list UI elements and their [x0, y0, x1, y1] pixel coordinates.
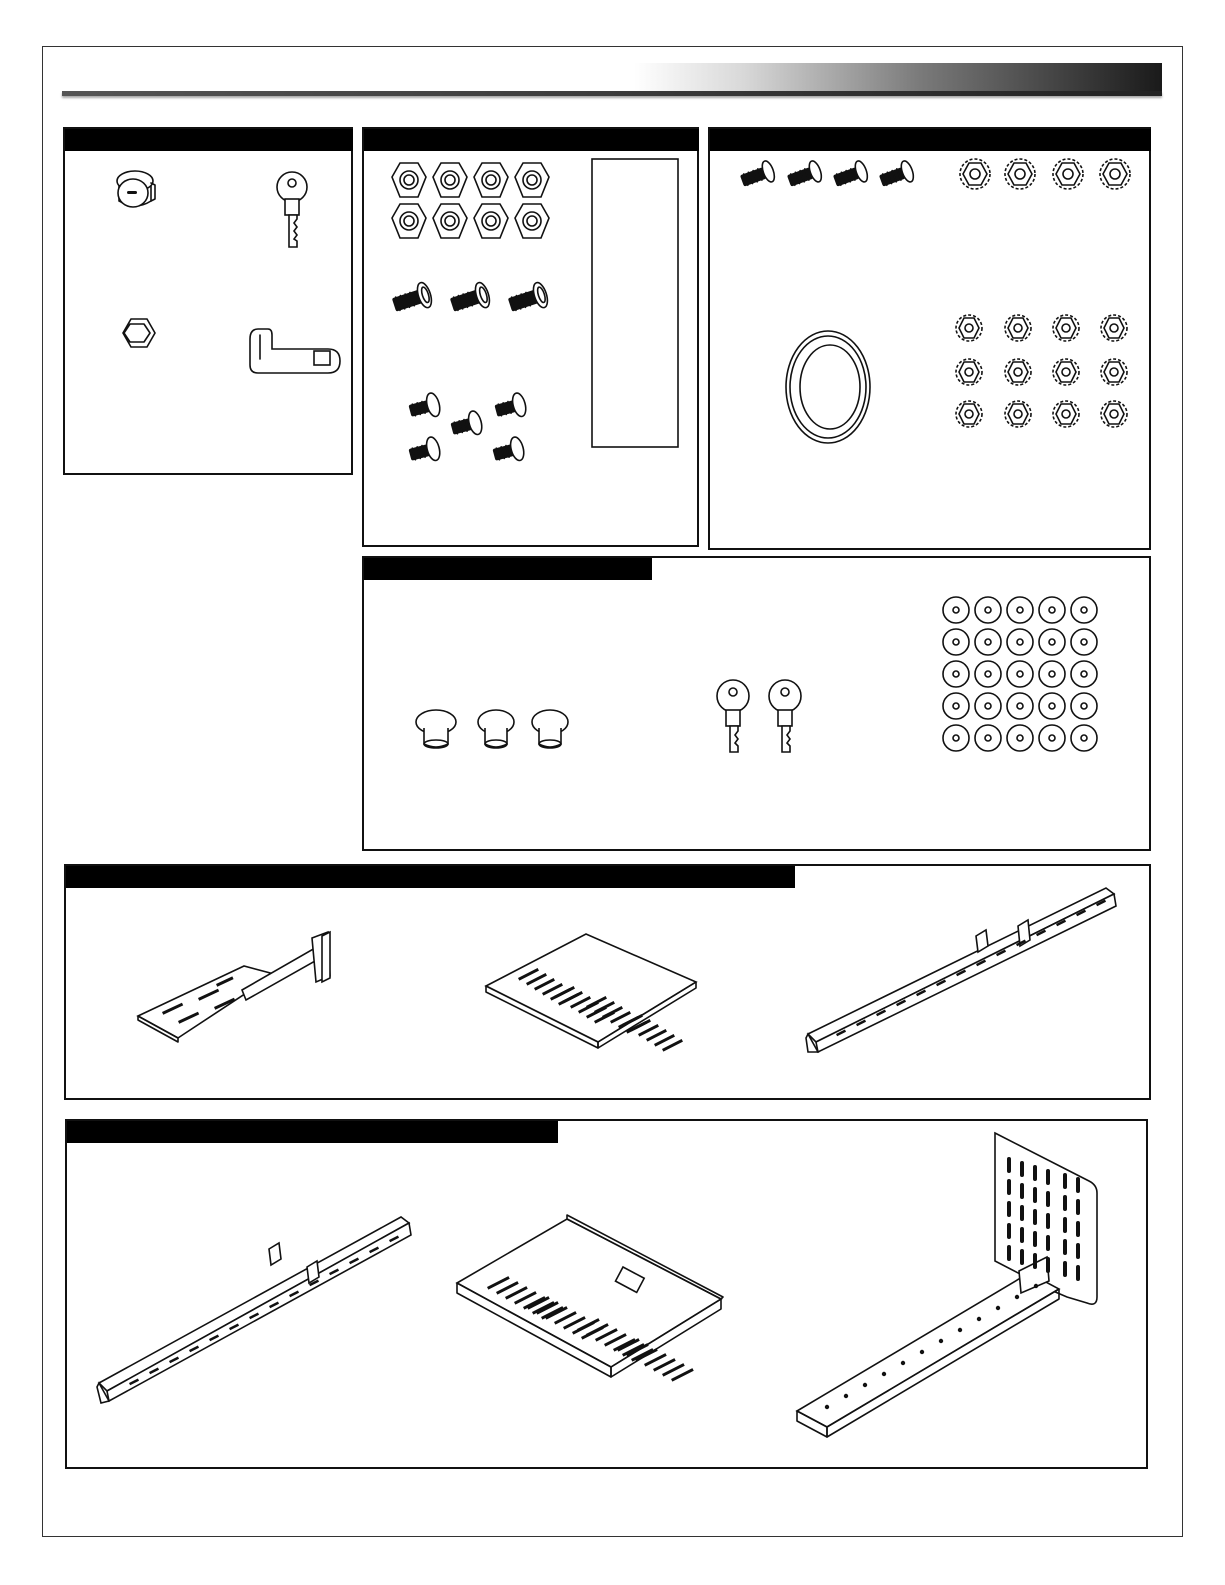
vent-slot [1076, 1243, 1080, 1259]
cam-latch-icon [250, 329, 340, 373]
screw-icon [493, 392, 528, 423]
shelves-b-panel [65, 1119, 1148, 1469]
washer-grid [943, 597, 1097, 751]
washer-icon [943, 693, 969, 719]
serrated-nut-icon [956, 315, 982, 341]
vent-slot [1033, 1231, 1037, 1247]
bracket-hole [825, 1405, 829, 1409]
serrated-nut-grid [956, 315, 1127, 427]
bracket-hole [958, 1328, 962, 1332]
washer-icon [943, 597, 969, 623]
vent-slot [1007, 1245, 1011, 1261]
vent-slot [1046, 1235, 1050, 1251]
screw-icon [449, 410, 484, 441]
screw-icon [506, 281, 550, 317]
bracket-hole [1015, 1295, 1019, 1299]
cage-nut-icon [392, 204, 426, 238]
vent-slot [1020, 1227, 1024, 1243]
bracket-hole [844, 1394, 848, 1398]
washer-icon [975, 661, 1001, 687]
hardware-kit-b-panel [708, 127, 1151, 550]
serrated-nut-icon [956, 359, 982, 385]
cage-nut-icon [433, 163, 467, 197]
washer-icon [975, 725, 1001, 751]
key-icon [769, 680, 801, 752]
serrated-nut-icon [1005, 315, 1031, 341]
serrated-nut-icon [1101, 359, 1127, 385]
shelves-a-panel [64, 864, 1151, 1100]
screw-group-top [738, 159, 916, 191]
vent-slot [1046, 1169, 1050, 1185]
bracket-icon [797, 1133, 1097, 1437]
bracket-hole [863, 1383, 867, 1387]
vent-slot [1063, 1239, 1067, 1255]
key-icon [717, 680, 749, 752]
washer-icon [943, 661, 969, 687]
serrated-nut-icon [1053, 359, 1079, 385]
bracket-hole [920, 1350, 924, 1354]
serrated-nut-row-top [960, 159, 1130, 189]
washer-icon [1071, 661, 1097, 687]
washer-icon [1039, 597, 1065, 623]
vent-slot [1007, 1179, 1011, 1195]
cage-nut-icon [515, 163, 549, 197]
vented-shelf-icon [486, 934, 696, 1052]
screw-icon [407, 392, 442, 423]
vent-slot [1076, 1177, 1080, 1193]
washer-icon [1007, 661, 1033, 687]
bracket-hole [901, 1361, 905, 1365]
button-plug-group [416, 710, 568, 748]
hardware-kit-a-panel [362, 127, 699, 547]
vent-slot [1046, 1213, 1050, 1229]
screw-icon [877, 159, 916, 191]
washer-icon [1007, 629, 1033, 655]
washer-icon [943, 629, 969, 655]
vent-slot [1063, 1195, 1067, 1211]
screw-icon [407, 436, 442, 467]
header-rule [62, 91, 1162, 96]
serrated-nut-icon [1101, 401, 1127, 427]
screw-icon [390, 281, 434, 317]
key-icon [277, 172, 307, 247]
serrated-nut-icon [956, 401, 982, 427]
cage-nut-icon [433, 204, 467, 238]
lock-kit-panel [63, 127, 353, 475]
vent-slot [1076, 1265, 1080, 1281]
screw-icon [738, 159, 777, 191]
bracket-hole [939, 1339, 943, 1343]
header-bar [62, 63, 1162, 93]
screw-group-large [390, 281, 550, 317]
vent-slot [1046, 1191, 1050, 1207]
vent-slot [1020, 1249, 1024, 1265]
washer-icon [1039, 629, 1065, 655]
washer-icon [1007, 725, 1033, 751]
serrated-nut-icon [1053, 315, 1079, 341]
washer-icon [1007, 597, 1033, 623]
key-pair [717, 680, 801, 752]
serrated-nut-icon [1005, 359, 1031, 385]
cage-nut-icon [474, 163, 508, 197]
accessory-kit-panel [362, 556, 1151, 851]
bracket-hole [882, 1372, 886, 1376]
button-plug-icon [478, 710, 514, 748]
screw-icon [491, 436, 526, 467]
vent-slot [1063, 1261, 1067, 1277]
washer-icon [1071, 725, 1097, 751]
vent-slot [1007, 1223, 1011, 1239]
vent-slot [1076, 1199, 1080, 1215]
washer-icon [975, 693, 1001, 719]
vent-slot [1033, 1187, 1037, 1203]
vent-slot [1063, 1173, 1067, 1189]
washer-icon [1007, 693, 1033, 719]
bracket-hole [996, 1306, 1000, 1310]
vent-slot [1033, 1253, 1037, 1269]
bracket-shelf-icon [138, 932, 330, 1042]
washer-icon [1071, 597, 1097, 623]
lock-cylinder-icon [117, 171, 155, 207]
vent-slot [1063, 1217, 1067, 1233]
bracket-hole [977, 1317, 981, 1321]
vent-slot [1033, 1165, 1037, 1181]
cage-nut-group [392, 163, 549, 238]
button-plug-icon [532, 710, 568, 748]
washer-icon [943, 725, 969, 751]
washer-icon [1039, 693, 1065, 719]
screw-group-small [407, 392, 528, 467]
washer-icon [1039, 661, 1065, 687]
serrated-nut-icon [1101, 315, 1127, 341]
vent-slot [1007, 1201, 1011, 1217]
washer-icon [975, 629, 1001, 655]
vent-slot [1033, 1209, 1037, 1225]
button-plug-icon [416, 710, 456, 748]
grommet-icon [786, 331, 870, 443]
washer-icon [1071, 693, 1097, 719]
screw-icon [785, 159, 824, 191]
bracket-hole [1034, 1284, 1038, 1288]
cage-nut-icon [392, 163, 426, 197]
vented-shelf-icon [457, 1215, 723, 1382]
tool-box-outline [592, 159, 678, 447]
vent-slot [1020, 1161, 1024, 1177]
serrated-nut-icon [1100, 159, 1130, 189]
vent-slot [1007, 1157, 1011, 1173]
serrated-nut-icon [1053, 401, 1079, 427]
washer-icon [1071, 629, 1097, 655]
vent-slot [1020, 1183, 1024, 1199]
rail-icon [97, 1217, 411, 1403]
serrated-nut-icon [1005, 401, 1031, 427]
serrated-nut-icon [1053, 159, 1083, 189]
washer-icon [1039, 725, 1065, 751]
screw-icon [831, 159, 870, 191]
cage-nut-icon [515, 204, 549, 238]
vent-slot [1076, 1221, 1080, 1237]
screw-icon [448, 281, 492, 317]
rail-icon [806, 888, 1116, 1052]
vent-slot [1046, 1257, 1050, 1273]
serrated-nut-icon [1005, 159, 1035, 189]
vent-slot [1020, 1205, 1024, 1221]
serrated-nut-icon [960, 159, 990, 189]
hex-nut-icon [123, 319, 155, 347]
washer-icon [975, 597, 1001, 623]
cage-nut-icon [474, 204, 508, 238]
